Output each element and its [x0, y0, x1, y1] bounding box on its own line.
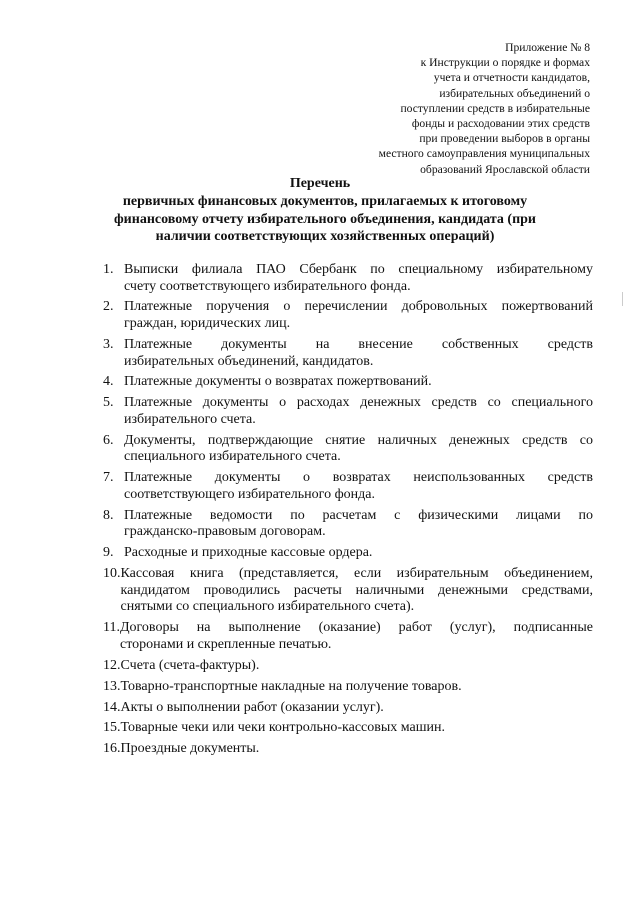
list-item-line: Платежные документы о расходах денежных средств со специального [124, 395, 593, 411]
subtitle-line: финансовому отчету избирательного объединения, кандидата (при [114, 211, 536, 227]
list-item-line: граждан, юридических лиц. [124, 316, 291, 332]
list-item-line: Проездные документы. [120, 741, 260, 757]
subtitle-line: наличии соответствующих хозяйственных операций) [155, 229, 495, 244]
list-item-number: 16. [103, 741, 121, 757]
list-item-number: 8. [103, 507, 114, 523]
appendix-line: избирательных объединений о [439, 86, 590, 100]
list-item-text [121, 566, 594, 616]
list-item [103, 679, 593, 696]
list-item [103, 374, 593, 391]
list-item-line: Платежные документы о возвратах пожертвований. [124, 374, 432, 390]
list-item-text [121, 741, 594, 758]
list-item [103, 470, 593, 503]
list-item [103, 566, 593, 616]
list-item [103, 545, 593, 562]
list-item-text [124, 433, 593, 466]
list-item-line: Товарно-транспортные накладные на получение товаров. [120, 678, 462, 694]
list-item [103, 620, 593, 653]
list-item-number: 13. [103, 678, 121, 694]
appendix-header [260, 40, 590, 177]
list-item-text [124, 395, 593, 428]
list-item [103, 299, 593, 332]
list-item-line: избирательного счета. [124, 411, 256, 427]
documents-list [103, 262, 593, 762]
list-item [103, 720, 593, 737]
appendix-line: поступлении средств в избирательные [400, 101, 590, 115]
list-item [103, 700, 593, 717]
list-item-line: снятыми со специального избирательного счета). [120, 599, 415, 615]
list-item [103, 337, 593, 370]
list-item-text [121, 658, 594, 675]
appendix-line: Приложение № 8 [505, 41, 590, 54]
document-subtitle [90, 193, 560, 246]
list-item-number: 12. [103, 657, 121, 673]
appendix-line: фонды и расходовании этих средств [411, 117, 590, 131]
appendix-line: местного самоуправления муниципальных [378, 147, 590, 161]
list-item-line: Кассовая книга (представляется, если избирательным объединением, [120, 566, 593, 582]
list-item-text [121, 679, 594, 696]
list-item-text [124, 470, 593, 503]
list-item-number: 14. [103, 699, 121, 715]
scan-margin-mark [622, 292, 625, 306]
appendix-line: при проведении выборов в органы [419, 132, 590, 146]
list-item-number: 7. [103, 470, 114, 486]
list-item-number: 1. [103, 262, 114, 277]
list-item-text [124, 337, 593, 370]
list-item-text [124, 508, 593, 541]
list-item [103, 658, 593, 675]
list-item-number: 6. [103, 432, 114, 448]
list-item-number: 2. [103, 299, 114, 315]
list-item-line: гражданско-правовым договорам. [124, 524, 326, 540]
appendix-line: к Инструкции о порядке и формах [420, 56, 590, 70]
document-title: Перечень [289, 176, 351, 191]
list-item-text [120, 620, 593, 653]
list-item-line: Расходные и приходные кассовые ордера. [124, 545, 373, 561]
list-item-line: сторонами и скрепленные печатью. [119, 636, 332, 652]
list-item-line: Выписки филиала ПАО Сбербанк по специальному избирательному [124, 262, 593, 277]
list-item-line: соответствующего избирательного фонда. [124, 486, 375, 502]
list-item-line: Платежные ведомости по расчетам с физическими лицами по [124, 507, 593, 523]
list-item-text [124, 374, 593, 391]
list-item [103, 395, 593, 428]
list-item-line: Платежные документы о возвратах неиспользованных средств [124, 470, 593, 486]
list-item-line: Документы, подтверждающие снятие наличных денежных средств со [124, 432, 593, 448]
list-item-number: 5. [103, 395, 114, 411]
list-item [103, 262, 593, 295]
list-item-line: Счета (счета-фактуры). [120, 657, 260, 673]
list-item-number: 10. [103, 566, 121, 582]
list-item-line: Платежные поручения о перечислении добровольных пожертвований [124, 299, 593, 315]
list-item-line: специального избирательного счета. [124, 449, 341, 465]
list-item-number: 3. [103, 336, 114, 352]
list-item-number: 4. [103, 374, 114, 390]
list-item [103, 741, 593, 758]
list-item-line: Платежные документы на внесение собственных средств [124, 336, 593, 352]
list-item-line: Товарные чеки или чеки контрольно-кассовых машин. [120, 720, 446, 736]
list-item-line: Акты о выполнении работ (оказании услуг). [120, 699, 384, 715]
list-item-text [121, 700, 594, 717]
list-item-text [124, 299, 593, 332]
list-item-line: счету соответствующего избирательного фонда. [124, 278, 411, 294]
appendix-line: образований Ярославской области [420, 162, 590, 176]
list-item-number: 9. [103, 545, 114, 561]
list-item-line: Договоры на выполнение (оказание) работ (услуг), подписанные [119, 620, 593, 636]
list-item [103, 508, 593, 541]
list-item-number: 11. [103, 620, 120, 636]
appendix-line: учета и отчетности кандидатов, [433, 71, 590, 85]
list-item-text [124, 545, 593, 562]
list-item-line: избирательных объединений, кандидатов. [124, 353, 374, 369]
list-item-number: 15. [103, 720, 121, 736]
list-item [103, 433, 593, 466]
list-item-text [121, 720, 594, 737]
list-item-text [124, 262, 593, 295]
list-item-line: кандидатом проводились расчеты наличными денежными средствами, [120, 582, 593, 598]
subtitle-line: первичных финансовых документов, прилагаемых к итоговому [122, 194, 528, 209]
